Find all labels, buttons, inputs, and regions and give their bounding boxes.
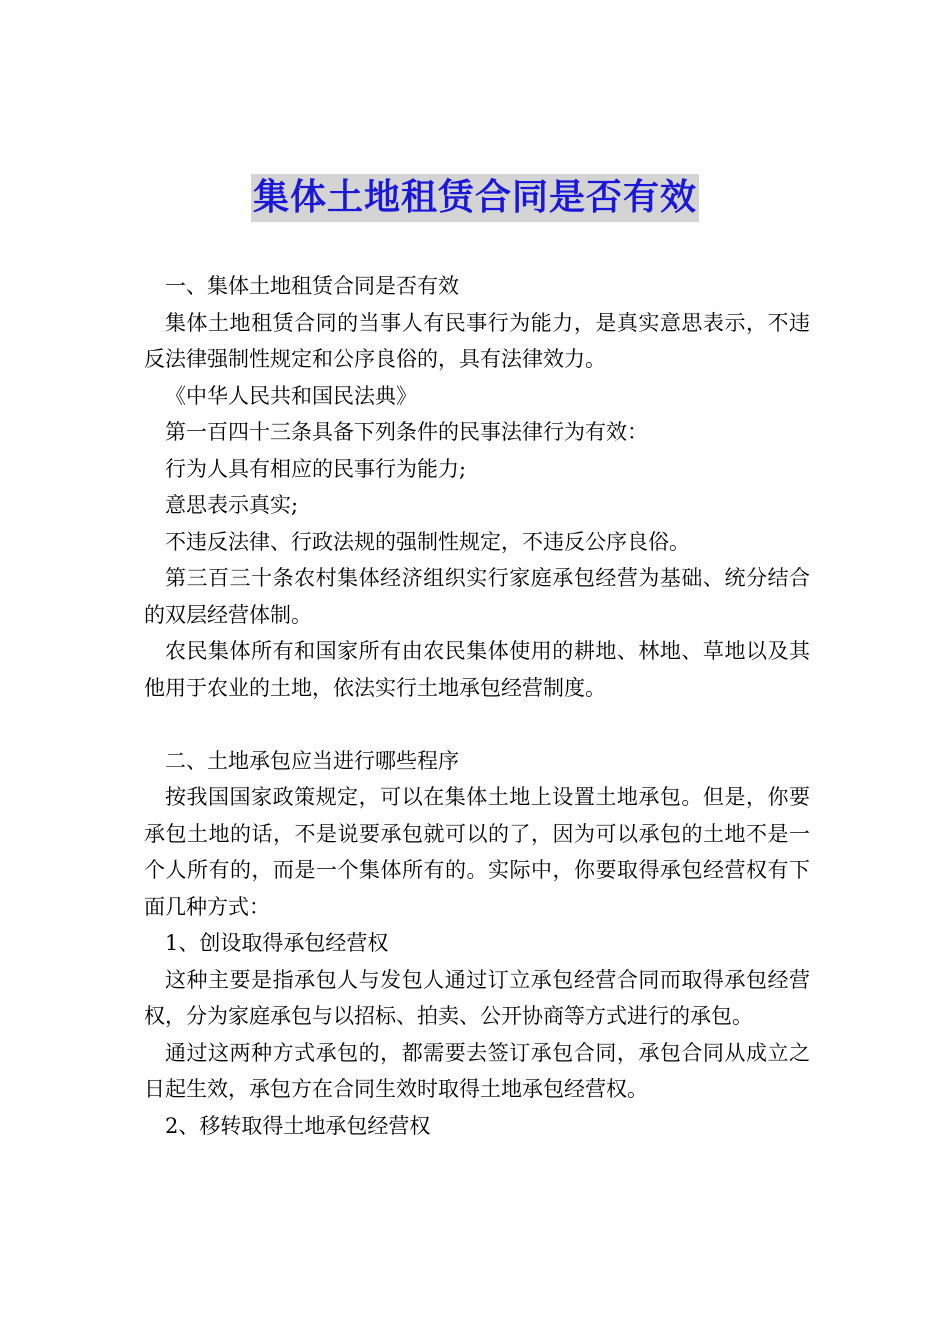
paragraph: 通过这两种方式承包的，都需要去签订承包合同，承包合同从成立之日起生效，承包方在合同生效时取得土地承包经营权。 xyxy=(144,1040,810,1101)
paragraph: 集体土地租赁合同的当事人有民事行为能力，是真实意思表示，不违反法律强制性规定和公序良俗的，具有法律效力。 xyxy=(144,310,810,371)
document-title: 集体土地租赁合同是否有效 xyxy=(251,174,699,222)
paragraph: 行为人具有相应的民事行为能力; xyxy=(165,456,467,481)
section-heading-1: 一、集体土地租赁合同是否有效 xyxy=(165,274,459,298)
law-title: 《中华人民共和国民法典》 xyxy=(165,383,417,408)
section-heading-2: 二、土地承包应当进行哪些程序 xyxy=(165,748,459,773)
paragraph: 不违反法律、行政法规的强制性规定，不违反公序良俗。 xyxy=(165,529,690,554)
list-item-heading: 2、移转取得土地承包经营权 xyxy=(165,1113,431,1138)
paragraph: 按我国国家政策规定，可以在集体土地上设置土地承包。但是，你要承包土地的话，不是说要承包就可以的了，因为可以承包的土地不是一个人所有的，而是一个集体所有的。实际中，你要取得承包经营权有下面几种方式： xyxy=(144,785,810,919)
paragraph: 农民集体所有和国家所有由农民集体使用的耕地、林地、草地以及其他用于农业的土地，依法实行土地承包经营制度。 xyxy=(144,639,810,700)
title-container xyxy=(0,174,950,222)
blank-line xyxy=(144,706,810,743)
list-item-heading: 1、创设取得承包经营权 xyxy=(165,931,389,955)
document-body xyxy=(144,268,810,1144)
paragraph: 这种主要是指承包人与发包人通过订立承包经营合同而取得承包经营权，分为家庭承包与以招标、拍卖、公开协商等方式进行的承包。 xyxy=(144,967,810,1028)
paragraph: 第一百四十三条具备下列条件的民事法律行为有效： xyxy=(165,420,648,444)
paragraph: 意思表示真实; xyxy=(165,493,299,517)
paragraph: 第三百三十条农村集体经济组织实行家庭承包经营为基础、统分结合的双层经营体制。 xyxy=(144,566,810,627)
